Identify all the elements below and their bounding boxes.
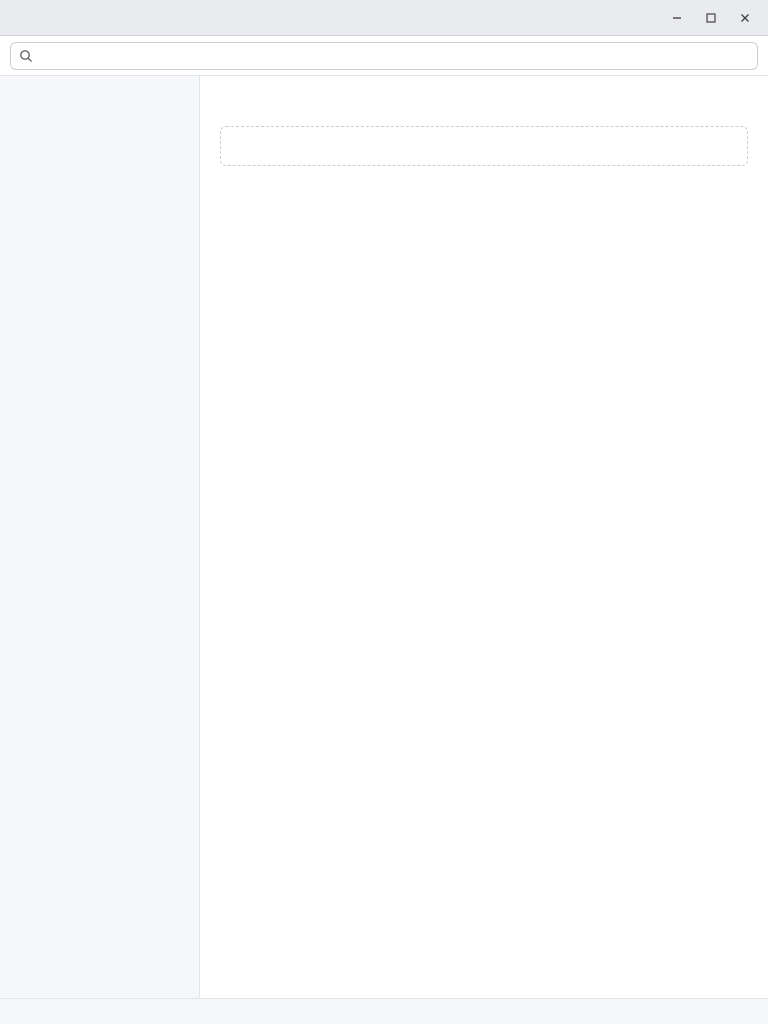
minimize-icon	[671, 12, 683, 24]
close-icon	[739, 12, 751, 24]
maximize-button[interactable]	[698, 7, 724, 29]
sidebar-item[interactable]	[0, 114, 199, 144]
main-panel	[200, 76, 768, 998]
search-icon	[19, 49, 33, 63]
page-title	[220, 92, 748, 114]
close-button[interactable]	[732, 7, 758, 29]
maximize-icon	[705, 12, 717, 24]
main-body-text	[220, 126, 748, 166]
title-bar	[0, 0, 768, 36]
sidebar-item[interactable]	[0, 84, 199, 114]
toolbar	[0, 36, 768, 76]
search-box[interactable]	[10, 42, 758, 70]
search-input[interactable]	[39, 48, 749, 63]
sidebar	[0, 76, 200, 998]
status-bar	[0, 998, 768, 1024]
sidebar-item[interactable]	[0, 144, 199, 174]
minimize-button[interactable]	[664, 7, 690, 29]
content-area	[0, 76, 768, 998]
